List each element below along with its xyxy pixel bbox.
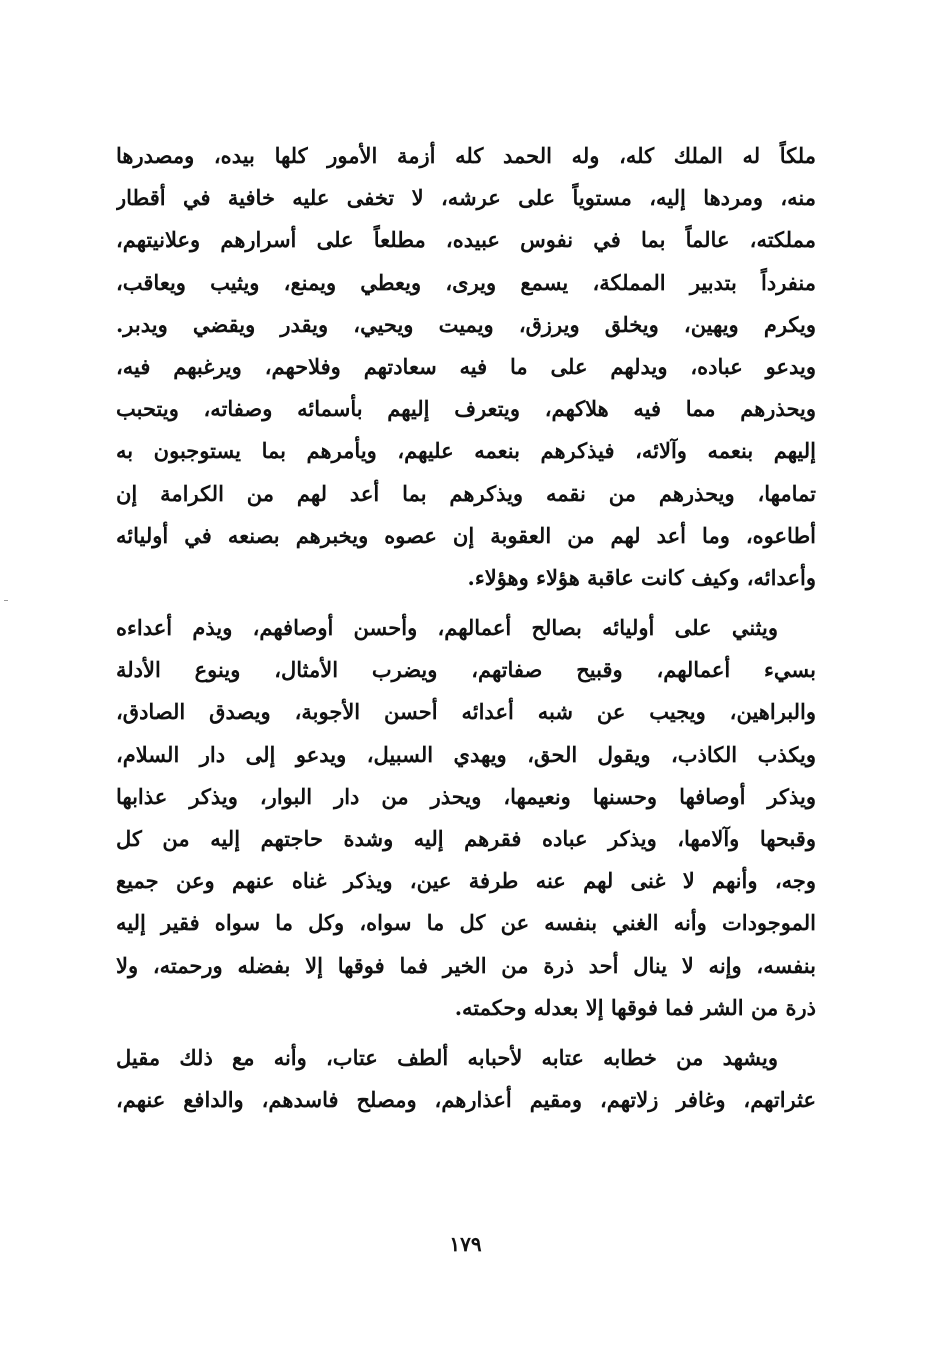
text-line: ويثني على أوليائه بصالح أعمالهم، وأحسن أوصافهم، ويذم أعداءه: [116, 615, 778, 641]
text-line: ويكرم ويهين، ويخلق ويرزق، ويميت ويحيي، ويقدر ويقضي ويدبر.: [116, 311, 816, 337]
text-line: عثراتهم، وغافر زلاتهم، ومقيم أعذارهم، ومصلح فاسدهم، والدافع عنهم،: [116, 1087, 816, 1113]
text-line: ويدعو عباده، ويدلهم على ما فيه سعادتهم وفلاحهم، ويرغبهم فيه،: [116, 353, 816, 379]
text-line: وجه، وأنهم لا غنى لهم عنه طرفة عين، ويذكر غناه عنهم وعن جميع: [116, 868, 816, 894]
text-line: ويحذرهم مما فيه هلاكهم، ويتعرف إليهم بأسمائه وصفاته، ويتحبب: [116, 396, 816, 422]
text-line: منه، ومردها إليه، مستوياً على عرشه، لا تخفى عليه خافية في أقطار: [116, 185, 816, 211]
text-line: ملكاً له الملك كله، وله الحمد كله أزمة الأمور كلها بيده، ومصدرها: [116, 143, 816, 168]
body-text: [116, 135, 816, 1121]
text-line: ويذكر أوصافها وحسنها ونعيمها، ويحذر من دار البوار، ويذكر عذابها: [116, 783, 816, 809]
text-line: ويكذب الكاذب، ويقول الحق، ويهدي السبيل، ويدعو إلى دار السلام،: [116, 741, 816, 767]
page-number: ١٧٩: [449, 1232, 482, 1256]
text-line: الموجودات وأنه الغني بنفسه عن كل ما سواه، وكل ما سواه فقير إليه: [116, 910, 816, 936]
text-line: وقبحها وآلامها، ويذكر عباده فقرهم إليه وشدة حاجتهم إليه من كل: [116, 826, 816, 851]
scan-margin-mark: [4, 600, 8, 601]
text-line: بسيء أعمالهم، وقبيح صفاتهم، ويضرب الأمثال، وينوع الأدلة: [116, 657, 816, 683]
text-line: بنفسه، وإنه لا ينال أحد ذرة من الخير فما فوقها إلا بفضله ورحمته، ولا: [116, 952, 816, 978]
text-line: ويشهد من خطابه عتابه لأحبابه ألطف عتاب، وأنه مع ذلك مقيل: [116, 1044, 778, 1070]
text-line: وأعدائه، وكيف كانت عاقبة هؤلاء وهؤلاء.: [467, 564, 816, 590]
text-line: والبراهين، ويجيب عن شبه أعدائه أحسن الأجوبة، ويصدق الصادق،: [116, 699, 816, 725]
text-line: أطاعوه، وما أعد لهم من العقوبة إن عصوه ويخبرهم بصنعه في أوليائه: [116, 522, 816, 548]
text-line: مملكته، عالماً بما في نفوس عبيده، مطلعاً على أسرارهم وعلانيتهم،: [116, 227, 816, 253]
paragraph-1: [116, 135, 816, 599]
text-line: إليهم بنعمه وآلائه، فيذكرهم بنعمه عليهم، ويأمرهم بما يستوجبون به: [116, 438, 816, 464]
text-line: منفرداً بتدبير المملكة، يسمع ويرى، ويعطي ويمنع، ويثيب ويعاقب،: [116, 269, 816, 295]
text-line: تمامها، ويحذرهم من نقمه ويذكرهم بما أعد لهم من الكرامة إن: [116, 480, 816, 506]
paragraph-3: [116, 1037, 816, 1121]
paragraph-2: [116, 607, 816, 1029]
text-line: ذرة من الشر فما فوقها إلا بعدله وحكمته.: [454, 994, 816, 1020]
